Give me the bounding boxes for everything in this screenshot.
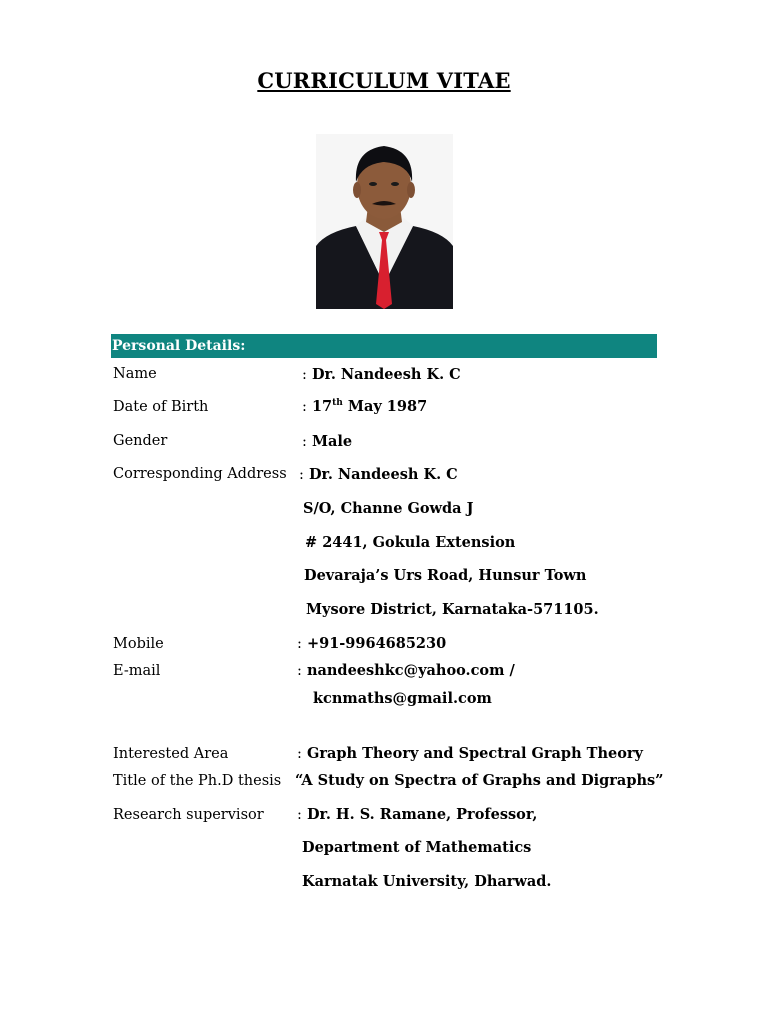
address-label: Corresponding Address: [113, 466, 287, 482]
document-title: CURRICULUM VITAE: [257, 68, 511, 93]
section-title: Personal Details:: [112, 338, 246, 354]
gender-text: Male: [311, 433, 353, 450]
address-text: Dr. Nandeesh K. C: [308, 466, 458, 483]
email-value-2: kcnmaths@gmail.com: [313, 690, 492, 707]
email-label: E-mail: [113, 663, 161, 679]
dob-suffix: th: [332, 398, 343, 408]
colon: :: [302, 434, 307, 450]
interest-label: Interested Area: [113, 746, 229, 762]
gender-value: [302, 433, 352, 450]
colon: :: [297, 746, 302, 762]
interest-value: [297, 745, 643, 762]
supervisor-line-2: Department of Mathematics: [302, 839, 532, 856]
colon: :: [299, 467, 304, 483]
dob-day: 17: [311, 398, 333, 415]
mobile-text: +91-9964685230: [306, 635, 447, 652]
name-value: [302, 366, 461, 383]
dob-rest: May 1987: [342, 398, 428, 415]
address-line-4: Devaraja’s Urs Road, Hunsur Town: [304, 567, 587, 584]
supervisor-text: Dr. H. S. Ramane, Professor,: [306, 806, 538, 823]
name-label: Name: [113, 366, 157, 382]
address-line-5: Mysore District, Karnataka-571105.: [306, 601, 599, 618]
colon: :: [297, 663, 302, 679]
interest-text: Graph Theory and Spectral Graph Theory: [306, 745, 643, 762]
thesis-label: Title of the Ph.D thesis: [113, 773, 282, 789]
colon: :: [302, 367, 307, 383]
mobile-label: Mobile: [113, 636, 164, 652]
gender-label: Gender: [113, 433, 168, 449]
colon: :: [297, 636, 302, 652]
section-header-personal-details: [111, 334, 657, 358]
thesis-value: “A Study on Spectra of Graphs and Digraphs”: [295, 772, 664, 789]
dob-label: Date of Birth: [113, 399, 209, 415]
colon: :: [302, 399, 307, 415]
dob-value: [302, 398, 427, 415]
person-portrait-icon: [316, 134, 453, 309]
address-line-1: [299, 466, 458, 483]
supervisor-label: Research supervisor: [113, 807, 264, 823]
address-line-2: S/O, Channe Gowda J: [303, 500, 474, 517]
mobile-value: [297, 635, 446, 652]
email-value-1: [297, 662, 515, 679]
email-text-1: nandeeshkc@yahoo.com /: [306, 662, 515, 679]
profile-photo: [316, 134, 453, 309]
colon: :: [297, 807, 302, 823]
name-text: Dr. Nandeesh K. C: [311, 366, 461, 383]
address-line-3: # 2441, Gokula Extension: [305, 534, 516, 551]
supervisor-line-3: Karnatak University, Dharwad.: [302, 873, 552, 890]
supervisor-line-1: [297, 806, 537, 823]
